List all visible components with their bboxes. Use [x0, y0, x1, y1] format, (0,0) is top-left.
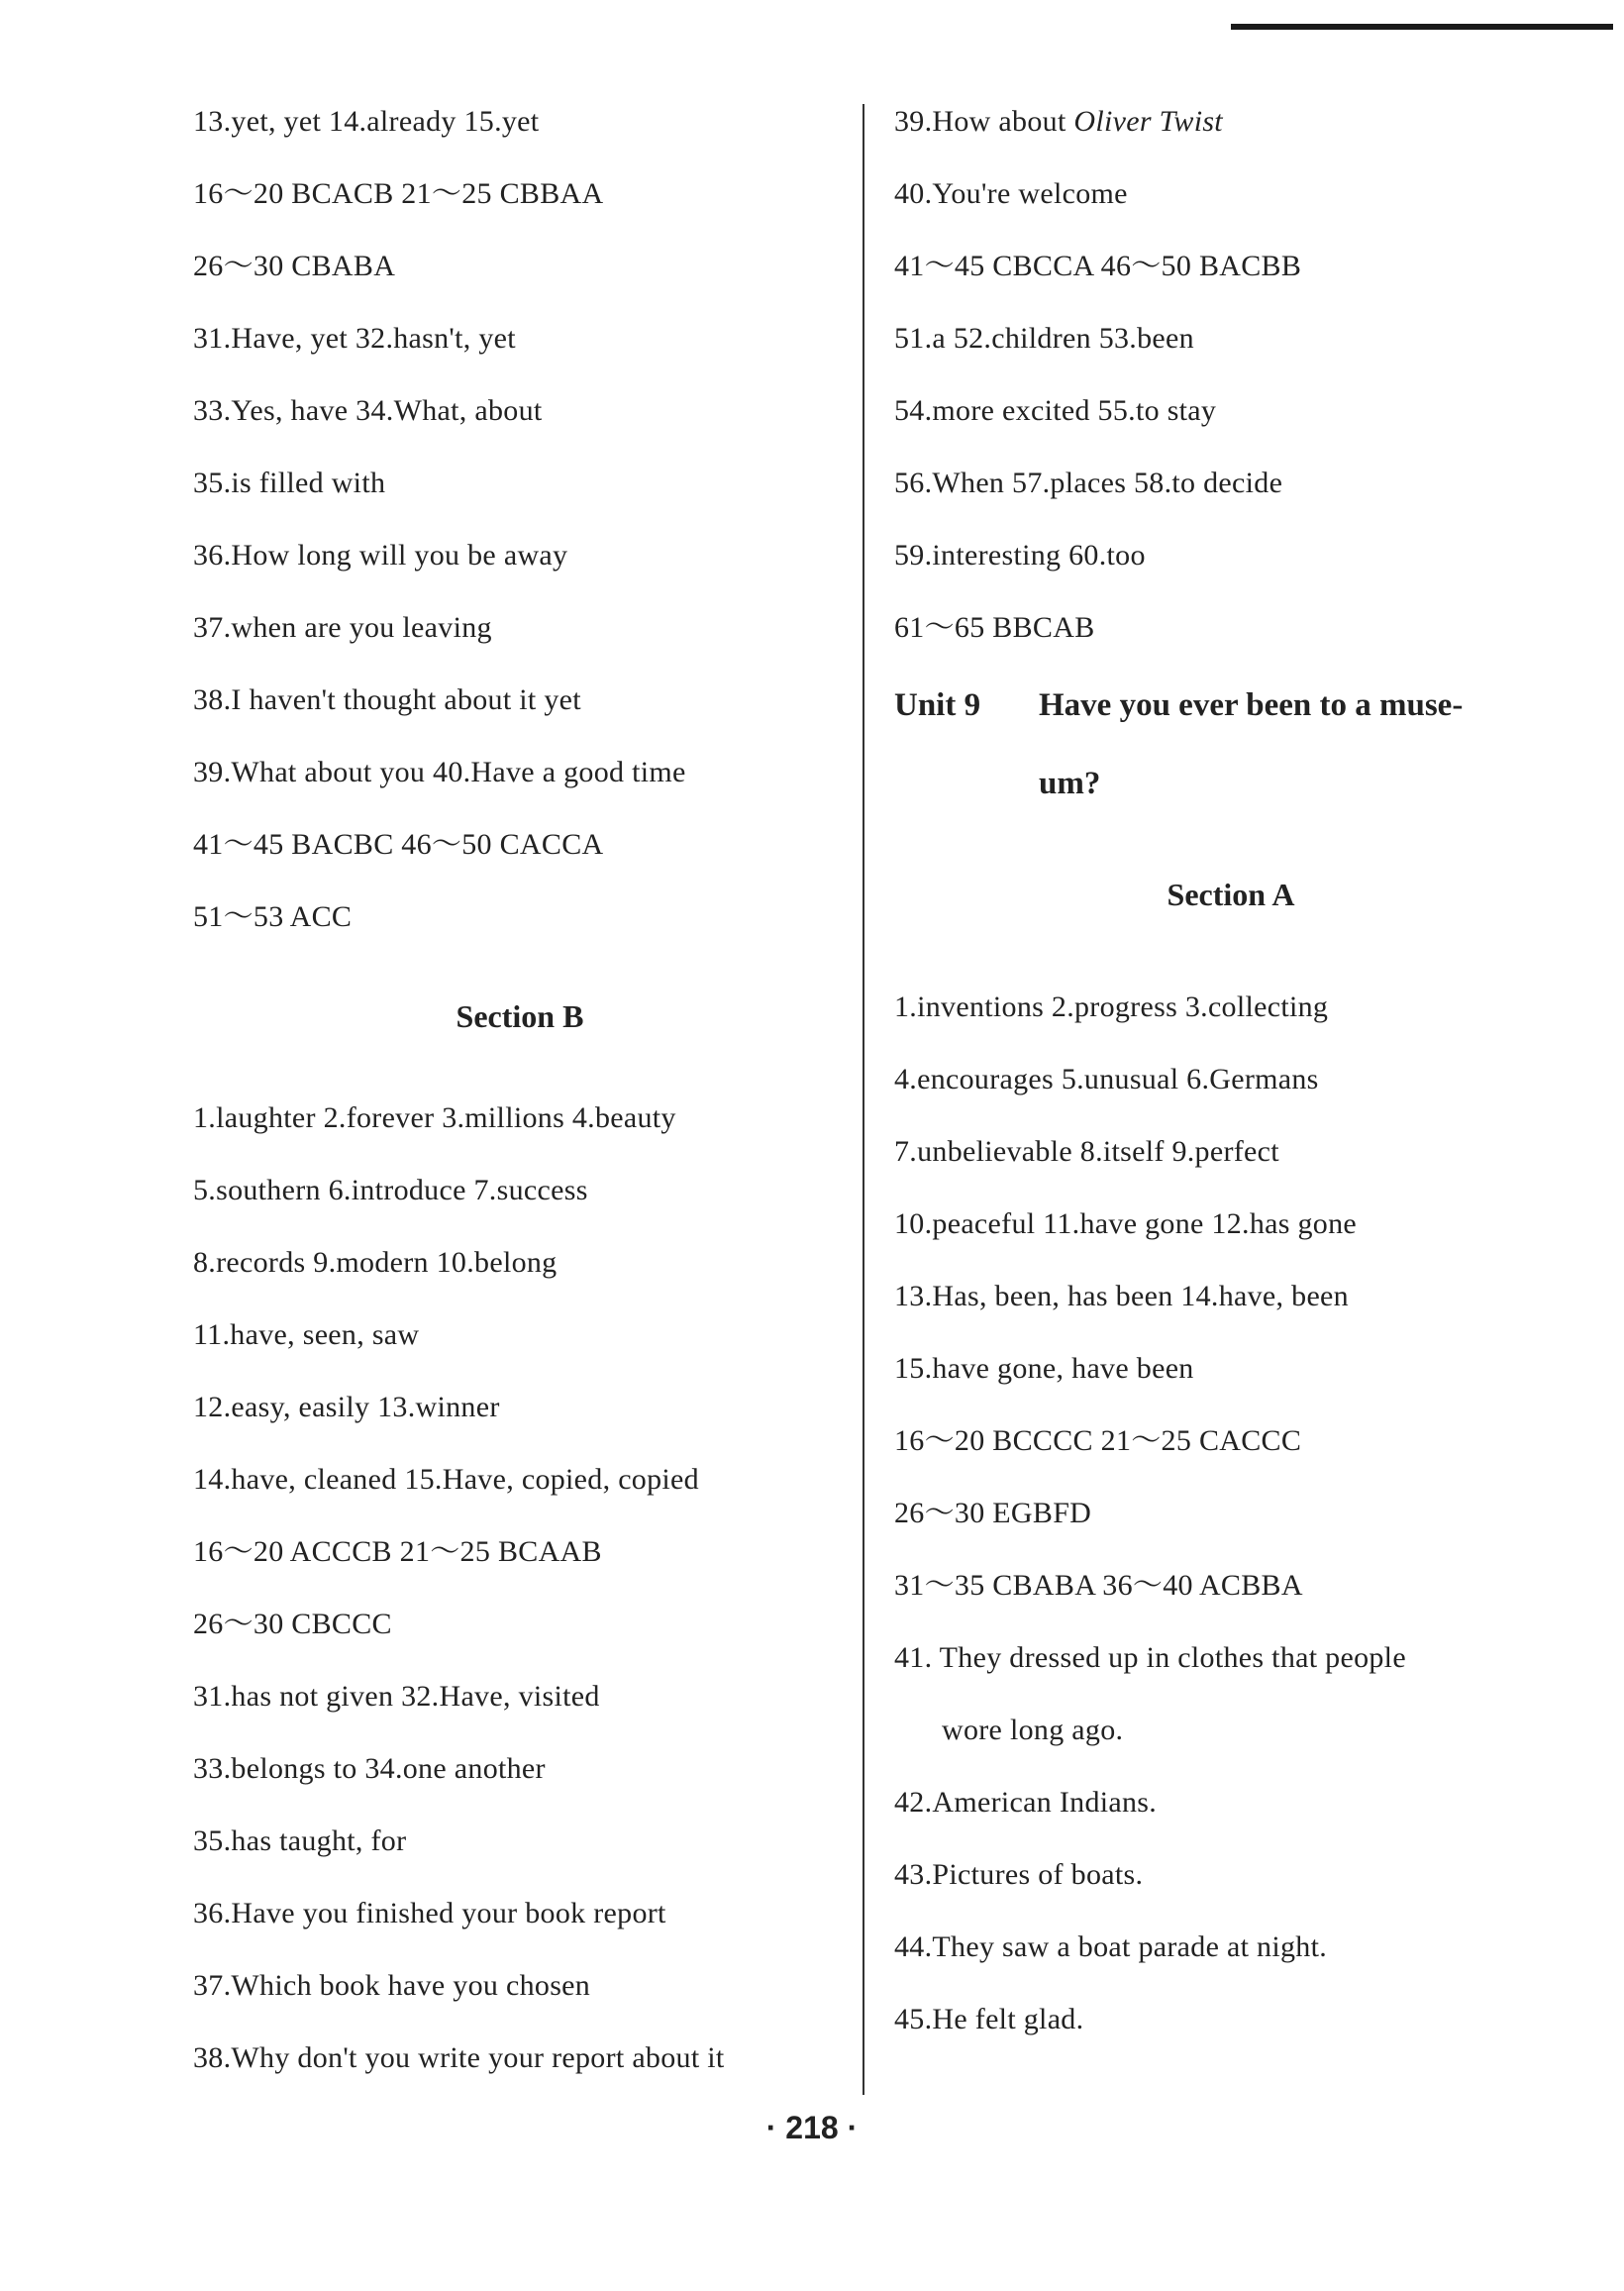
- book-title: Oliver Twist: [1073, 105, 1223, 138]
- answer-line: 4.encourages 5.unusual 6.Germans: [894, 1063, 1319, 1095]
- unit-title-text: Have you ever been to a muse-: [1039, 687, 1464, 723]
- answer-line: 16～20 ACCCB 21～25 BCAAB: [193, 1535, 602, 1568]
- answer-line: 51.a 52.children 53.been: [894, 322, 1194, 355]
- answer-line: 44.They saw a boat parade at night.: [894, 1930, 1328, 1963]
- answer-line: 31～35 CBABA 36～40 ACBBA: [894, 1569, 1303, 1602]
- answer-line: 61～65 BBCAB: [894, 611, 1095, 644]
- answer-line: 39.What about you 40.Have a good time: [193, 756, 686, 788]
- answer-line: 37.Which book have you chosen: [193, 1969, 591, 2002]
- answer-line: 36.How long will you be away: [193, 539, 568, 572]
- answer-line: 26～30 EGBFD: [894, 1497, 1092, 1529]
- answer-line: 16～20 BCACB 21～25 CBBAA: [193, 177, 604, 210]
- answer-line: 26～30 CBCCC: [193, 1608, 392, 1640]
- answer-line: 7.unbelievable 8.itself 9.perfect: [894, 1135, 1279, 1168]
- answer-line: [894, 94, 1568, 166]
- answer-line: 41. They dressed up in clothes that people: [894, 1641, 1406, 1674]
- answer-line: 54.more excited 55.to stay: [894, 394, 1217, 427]
- answer-block-1: [193, 94, 847, 962]
- top-rule: [1231, 24, 1613, 30]
- answer-line: 35.is filled with: [193, 467, 386, 499]
- answer-line: 1.inventions 2.progress 3.collecting: [894, 990, 1329, 1023]
- answer-block-1: [894, 166, 1568, 673]
- section-a-heading: Section A: [1167, 877, 1295, 912]
- column-divider: [863, 104, 864, 2095]
- answer-line-continued: wore long ago.: [942, 1714, 1124, 1746]
- answer-block-3: [894, 1775, 1568, 2064]
- answer-line: 31.Have, yet 32.hasn't, yet: [193, 322, 516, 355]
- answer-line: 41～45 CBCCA 46～50 BACBB: [894, 250, 1302, 282]
- unit-title-continued: um?: [1039, 766, 1101, 801]
- unit-title: [894, 673, 1568, 754]
- right-column: [894, 94, 1568, 2064]
- section-b-heading: Section B: [456, 998, 584, 1034]
- answer-line: 40.You're welcome: [894, 177, 1128, 210]
- answer-line: 37.when are you leaving: [193, 611, 492, 644]
- answer-text: 39.How about: [894, 105, 1074, 138]
- answer-line: 51～53 ACC: [193, 900, 353, 933]
- answer-block-2: [894, 980, 1568, 1630]
- left-column: [193, 94, 847, 2103]
- answer-line: 43.Pictures of boats.: [894, 1858, 1144, 1891]
- answer-line: 59.interesting 60.too: [894, 539, 1146, 572]
- answer-line: 33.belongs to 34.one another: [193, 1752, 546, 1785]
- answer-line: 41～45 BACBC 46～50 CACCA: [193, 828, 604, 861]
- answer-line: 13.yet, yet 14.already 15.yet: [193, 105, 540, 138]
- answer-line: 45.He felt glad.: [894, 2003, 1084, 2035]
- answer-line: 12.easy, easily 13.winner: [193, 1391, 500, 1423]
- answer-line: 56.When 57.places 58.to decide: [894, 467, 1283, 499]
- answer-line: 35.has taught, for: [193, 1824, 407, 1857]
- unit-label: Unit 9: [894, 687, 981, 723]
- answer-line: 42.American Indians.: [894, 1786, 1158, 1819]
- answer-line: 33.Yes, have 34.What, about: [193, 394, 543, 427]
- answer-line: 8.records 9.modern 10.belong: [193, 1246, 558, 1279]
- answer-line: 26～30 CBABA: [193, 250, 396, 282]
- answer-line: 5.southern 6.introduce 7.success: [193, 1174, 588, 1206]
- answer-line: 16～20 BCCCC 21～25 CACCC: [894, 1424, 1302, 1457]
- answer-line: 36.Have you finished your book report: [193, 1897, 666, 1929]
- answer-line: 11.have, seen, saw: [193, 1318, 420, 1351]
- answer-line: 31.has not given 32.Have, visited: [193, 1680, 600, 1713]
- answer-line: 1.laughter 2.forever 3.millions 4.beauty: [193, 1101, 676, 1134]
- answer-line: 13.Has, been, has been 14.have, been: [894, 1280, 1349, 1312]
- page-number: · 218 ·: [765, 2110, 859, 2145]
- answer-line: 38.I haven't thought about it yet: [193, 683, 581, 716]
- answer-line: 14.have, cleaned 15.Have, copied, copied: [193, 1463, 699, 1496]
- answer-line: 10.peaceful 11.have gone 12.has gone: [894, 1207, 1358, 1240]
- answer-line: 15.have gone, have been: [894, 1352, 1194, 1385]
- answer-line: 38.Why don't you write your report about it: [193, 2041, 725, 2074]
- answer-block-2: [193, 1091, 847, 2103]
